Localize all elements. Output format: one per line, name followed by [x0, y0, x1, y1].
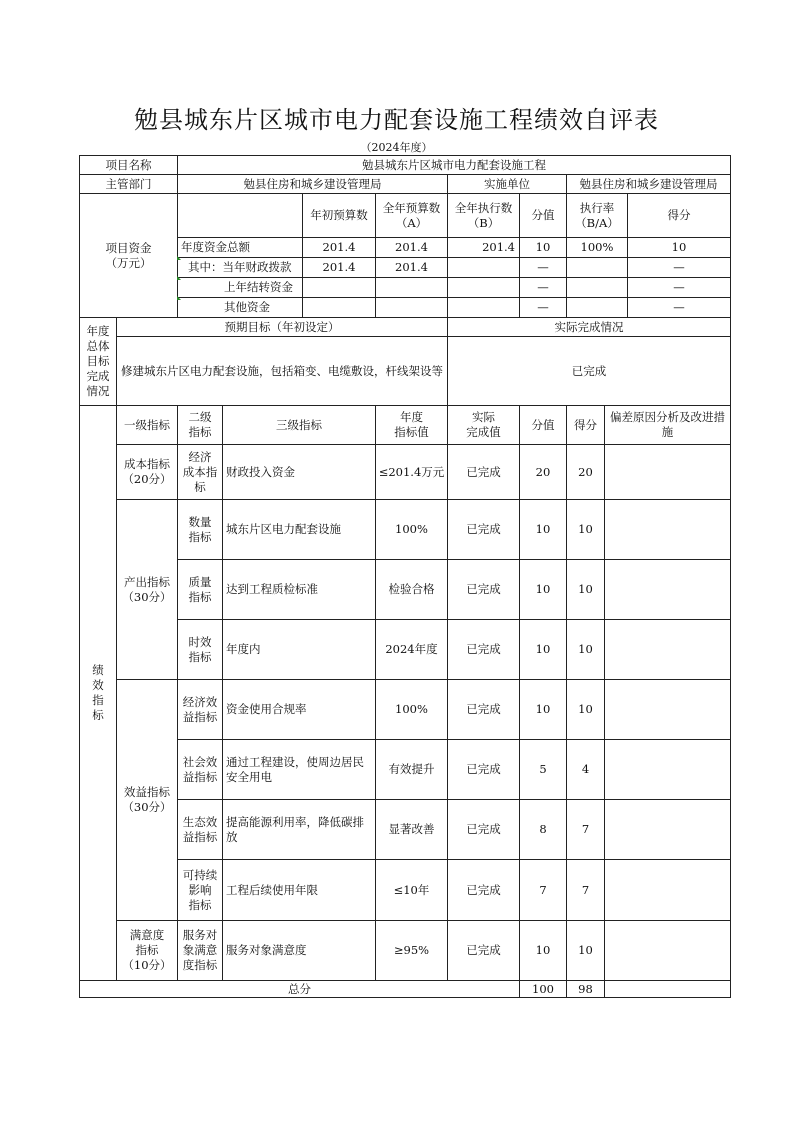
- perf-row-4-level2: 经济效 益指标: [177, 679, 223, 740]
- perf-row-1-level2: 数量 指标: [177, 499, 223, 560]
- perf-row-5-score: 4: [566, 739, 605, 800]
- total-reason: [604, 980, 731, 998]
- page-title: 勉县城东片区城市电力配套设施工程绩效自评表: [134, 106, 659, 134]
- perf-row-3-level2: 时效 指标: [177, 619, 223, 680]
- funds-row-2-name: 上年结转资金: [177, 277, 303, 298]
- funds-row-1-rate: [566, 257, 628, 278]
- perf-header-reason: 偏差原因分析及改进措施: [604, 405, 731, 445]
- project-name-value: 勉县城东片区城市电力配套设施工程: [177, 155, 731, 175]
- funds-row-0-score: 10: [627, 237, 731, 258]
- perf-row-2-level3: 达到工程质检标准: [222, 559, 376, 620]
- funds-col-weight: 分值: [519, 193, 567, 238]
- funds-row-3-initial: [302, 297, 376, 318]
- funds-row-3-exec: [447, 297, 520, 318]
- perf-row-3-score: 10: [566, 619, 605, 680]
- goals-actual-label: 实际完成情况: [447, 317, 731, 337]
- perf-row-6-actual: 已完成: [447, 799, 520, 860]
- level1-cost: 成本指标 （20分）: [116, 444, 178, 500]
- perf-row-8-score: 10: [566, 920, 605, 981]
- perf-row-0-actual: 已完成: [447, 444, 520, 500]
- funds-row-2-full: [375, 277, 448, 298]
- perf-header-score: 得分: [566, 405, 605, 445]
- funds-row-2-rate: [566, 277, 628, 298]
- funds-col-initial: 年初预算数: [302, 193, 376, 238]
- perf-row-8-level3: 服务对象满意度: [222, 920, 376, 981]
- funds-col-full: 全年预算数 （A）: [375, 193, 448, 238]
- perf-row-7-reason: [604, 859, 731, 921]
- perf-row-8-level2: 服务对 象满意 度指标: [177, 920, 223, 981]
- perf-row-4-level3: 资金使用合规率: [222, 679, 376, 740]
- perf-row-4-weight: 10: [519, 679, 567, 740]
- perf-row-8-weight: 10: [519, 920, 567, 981]
- funds-row-0-weight: 10: [519, 237, 567, 258]
- total-score: 98: [566, 980, 605, 998]
- cell-marker-1: [177, 256, 181, 260]
- dept-value: 勉县住房和城乡建设管理局: [177, 174, 448, 194]
- perf-row-1-target: 100%: [375, 499, 448, 560]
- perf-row-8-actual: 已完成: [447, 920, 520, 981]
- funds-col-exec: 全年执行数 （B）: [447, 193, 520, 238]
- perf-row-0-target: ≤201.4万元: [375, 444, 448, 500]
- funds-row-3-score: —: [627, 297, 731, 318]
- perf-row-2-reason: [604, 559, 731, 620]
- funds-row-0-name: 年度资金总额: [177, 237, 303, 258]
- funds-row-2-score: —: [627, 277, 731, 298]
- perf-row-5-actual: 已完成: [447, 739, 520, 800]
- funds-row-3-rate: [566, 297, 628, 318]
- perf-row-1-weight: 10: [519, 499, 567, 560]
- perf-row-3-weight: 10: [519, 619, 567, 680]
- goals-actual-value: 已完成: [447, 336, 731, 406]
- funds-row-3-weight: —: [519, 297, 567, 318]
- perf-header-actual: 实际 完成值: [447, 405, 520, 445]
- perf-row-7-score: 7: [566, 859, 605, 921]
- project-name-label: 项目名称: [79, 155, 178, 175]
- cell-marker-3: [177, 296, 181, 300]
- funds-row-1-weight: —: [519, 257, 567, 278]
- perf-row-1-level3: 城东片区电力配套设施: [222, 499, 376, 560]
- perf-row-1-reason: [604, 499, 731, 560]
- perf-row-0-level2: 经济 成本指 标: [177, 444, 223, 500]
- perf-row-8-reason: [604, 920, 731, 981]
- perf-row-0-level3: 财政投入资金: [222, 444, 376, 500]
- perf-row-6-target: 显著改善: [375, 799, 448, 860]
- perf-row-4-target: 100%: [375, 679, 448, 740]
- perf-row-4-reason: [604, 679, 731, 740]
- page-subtitle: （2024年度）: [360, 141, 433, 154]
- perf-row-5-level2: 社会效 益指标: [177, 739, 223, 800]
- perf-row-7-level2: 可持续 影响 指标: [177, 859, 223, 921]
- perf-row-7-level3: 工程后续使用年限: [222, 859, 376, 921]
- perf-row-3-actual: 已完成: [447, 619, 520, 680]
- perf-header-level3: 三级指标: [222, 405, 376, 445]
- level1-satisfaction: 满意度 指标 （10分）: [116, 920, 178, 981]
- perf-row-6-score: 7: [566, 799, 605, 860]
- funds-row-1-exec: [447, 257, 520, 278]
- perf-row-5-reason: [604, 739, 731, 800]
- funds-row-1-name: 其中：当年财政拨款: [177, 257, 303, 278]
- funds-row-2-weight: —: [519, 277, 567, 298]
- perf-row-2-score: 10: [566, 559, 605, 620]
- funds-row-3-name: 其他资金: [177, 297, 303, 318]
- funds-row-3-full: [375, 297, 448, 318]
- perf-row-5-weight: 5: [519, 739, 567, 800]
- perf-row-6-level3: 提高能源利用率，降低碳排放: [222, 799, 376, 860]
- funds-label: 项目资金 （万元）: [79, 193, 178, 318]
- perf-row-4-actual: 已完成: [447, 679, 520, 740]
- perf-row-3-level3: 年度内: [222, 619, 376, 680]
- funds-row-1-full: 201.4: [375, 257, 448, 278]
- perf-header-weight: 分值: [519, 405, 567, 445]
- level1-benefit: 效益指标 （30分）: [116, 679, 178, 921]
- funds-header-blank: [177, 193, 303, 238]
- goals-label: 年度 总体 目标 完成 情况: [79, 317, 117, 406]
- dept-label: 主管部门: [79, 174, 178, 194]
- perf-header-target: 年度 指标值: [375, 405, 448, 445]
- perf-row-6-weight: 8: [519, 799, 567, 860]
- funds-row-1-score: —: [627, 257, 731, 278]
- perf-row-3-target: 2024年度: [375, 619, 448, 680]
- goals-expected-value: 修建城东片区电力配套设施，包括箱变、电缆敷设，杆线架设等: [116, 336, 448, 406]
- perf-row-6-level2: 生态效 益指标: [177, 799, 223, 860]
- funds-row-0-rate: 100%: [566, 237, 628, 258]
- perf-row-2-actual: 已完成: [447, 559, 520, 620]
- perf-row-7-target: ≤10年: [375, 859, 448, 921]
- cell-marker-2: [177, 276, 181, 280]
- goals-expected-label: 预期目标（年初设定）: [116, 317, 448, 337]
- perf-row-0-weight: 20: [519, 444, 567, 500]
- perf-row-6-reason: [604, 799, 731, 860]
- perf-header-level1: 一级指标: [116, 405, 178, 445]
- perf-label: 绩 效 指 标: [79, 405, 117, 981]
- funds-row-0-initial: 201.4: [302, 237, 376, 258]
- impl-label: 实施单位: [447, 174, 567, 194]
- funds-row-1-initial: 201.4: [302, 257, 376, 278]
- perf-row-2-weight: 10: [519, 559, 567, 620]
- perf-row-2-target: 检验合格: [375, 559, 448, 620]
- perf-row-2-level2: 质量 指标: [177, 559, 223, 620]
- funds-row-0-full: 201.4: [375, 237, 448, 258]
- total-weight: 100: [519, 980, 567, 998]
- perf-row-4-score: 10: [566, 679, 605, 740]
- funds-row-2-initial: [302, 277, 376, 298]
- funds-col-score: 得分: [627, 193, 731, 238]
- perf-row-1-score: 10: [566, 499, 605, 560]
- perf-row-7-actual: 已完成: [447, 859, 520, 921]
- perf-row-1-actual: 已完成: [447, 499, 520, 560]
- funds-row-0-exec: 201.4: [447, 237, 520, 258]
- perf-row-5-level3: 通过工程建设，使周边居民安全用电: [222, 739, 376, 800]
- funds-row-2-exec: [447, 277, 520, 298]
- perf-row-7-weight: 7: [519, 859, 567, 921]
- perf-row-3-reason: [604, 619, 731, 680]
- funds-col-rate: 执行率 （B/A）: [566, 193, 628, 238]
- impl-value: 勉县住房和城乡建设管理局: [566, 174, 731, 194]
- level1-output: 产出指标 （30分）: [116, 499, 178, 680]
- perf-row-0-score: 20: [566, 444, 605, 500]
- total-label: 总分: [79, 980, 520, 998]
- perf-header-level2: 二级 指标: [177, 405, 223, 445]
- perf-row-0-reason: [604, 444, 731, 500]
- perf-row-5-target: 有效提升: [375, 739, 448, 800]
- perf-row-8-target: ≥95%: [375, 920, 448, 981]
